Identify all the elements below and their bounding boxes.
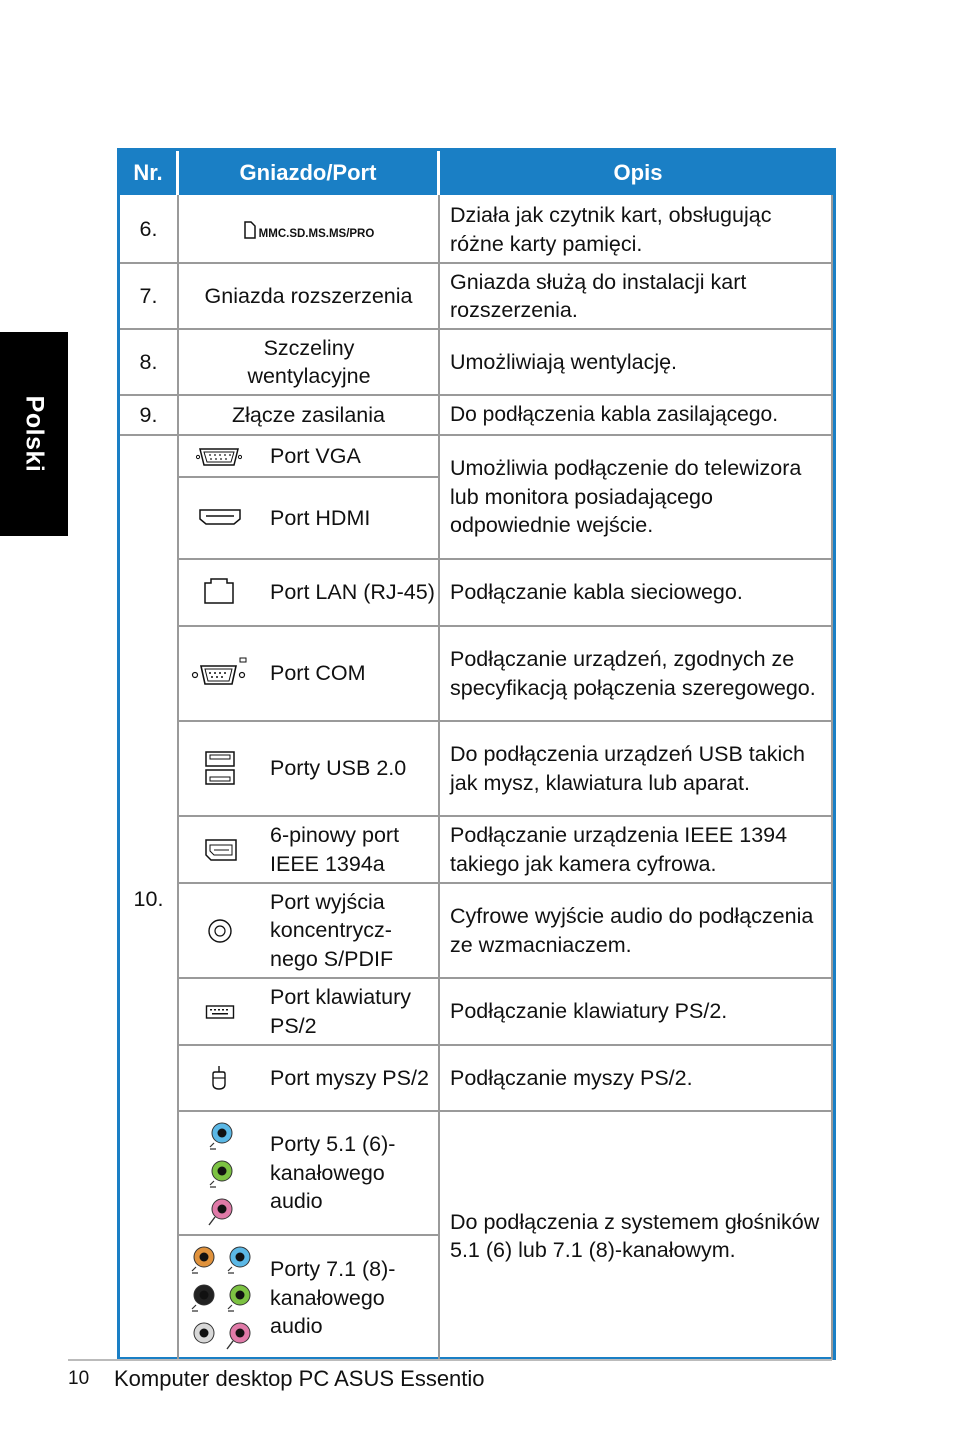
footer-divider (68, 1359, 832, 1361)
header-nr: Nr. (120, 151, 176, 195)
language-tab (0, 332, 68, 536)
vga-label: Port VGA (270, 443, 361, 468)
card-reader-label: MMC.SD.MS.MS/PRO (258, 228, 375, 241)
row10-nr: 10. (133, 886, 164, 911)
audio-51-jacks-icon (204, 1117, 244, 1229)
com-label: Port COM (270, 661, 366, 686)
row8-nr: 8. (139, 349, 158, 374)
hdmi-icon (198, 507, 242, 527)
row9-port: Złącze zasilania (232, 402, 385, 427)
com-icon (190, 656, 248, 690)
com-desc: Podłączanie urządzeń, zgodnych ze specyfikacją połączenia szeregowego. (450, 647, 816, 700)
mouse-label: Port myszy PS/2 (270, 1065, 429, 1090)
footer-title: Komputer desktop PC ASUS Essentio (114, 1366, 485, 1391)
row7-port: Gniazda rozszerzenia (204, 283, 413, 308)
row8-port: Szczeliny wentylacyjne (247, 335, 371, 388)
usb-icon (204, 749, 236, 787)
row6-nr: 6. (139, 217, 158, 242)
spdif-label: Port wyjścia koncentrycz-nego S/PDIF (270, 889, 394, 971)
card-reader-port (179, 197, 438, 262)
keyboard-icon (205, 1004, 235, 1020)
card-slot-icon (243, 220, 257, 240)
language-tab-label: Polski (20, 395, 49, 473)
page-number: 10 (68, 1368, 90, 1389)
ieee1394-desc: Podłączanie urządzenia IEEE 1394 takiego jak kamera cyfrowa. (450, 823, 788, 876)
ieee1394-label: 6-pinowy port IEEE 1394a (270, 823, 400, 876)
lan-label: Port LAN (RJ-45) (270, 580, 435, 605)
vga-icon (196, 442, 242, 472)
row8-desc: Umożliwiają wentylację. (450, 349, 678, 374)
mouse-icon (209, 1065, 229, 1091)
lan-icon (202, 577, 236, 605)
row7-desc: Gniazda służą do instalacji kart rozszerzenia. (450, 269, 747, 322)
row7-nr: 7. (139, 283, 158, 308)
audio-desc: Do podłączenia z systemem głośników 5.1 (6) lub 7.1 (8)-kanałowym. (450, 1209, 820, 1262)
hdmi-label: Port HDMI (270, 505, 371, 530)
mouse-desc: Podłączanie myszy PS/2. (450, 1065, 693, 1090)
ieee1394-icon (203, 836, 239, 864)
vga-hdmi-desc: Umożliwia podłączenie do telewizora lub monitora posiadającego odpowiednie wejście. (450, 456, 802, 538)
audio-71-label: Porty 7.1 (8)-kanałowego audio (270, 1257, 396, 1339)
row9-desc: Do podłączenia kabla zasilającego. (450, 402, 779, 426)
row9-nr: 9. (139, 402, 158, 427)
spdif-desc: Cyfrowe wyjście audio do podłączenia ze wzmacniaczem. (450, 904, 814, 957)
row6-desc: Działa jak czytnik kart, obsługując różne karty pamięci. (450, 203, 772, 256)
header-port: Gniazdo/Port (179, 151, 437, 195)
spdif-coaxial-icon (207, 918, 233, 944)
lan-desc: Podłączanie kabla sieciowego. (450, 580, 743, 605)
header-desc: Opis (440, 151, 836, 195)
audio-51-label: Porty 5.1 (6)-kanałowego audio (270, 1132, 396, 1214)
audio-71-jacks-icon (186, 1241, 256, 1353)
usb-desc: Do podłączenia urządzeń USB takich jak mysz, klawiatura lub aparat. (450, 742, 805, 795)
ports-table (117, 148, 836, 1360)
keyboard-label: Port klawiatury PS/2 (270, 985, 411, 1038)
usb-label: Porty USB 2.0 (270, 756, 407, 781)
keyboard-desc: Podłączanie klawiatury PS/2. (450, 999, 728, 1024)
